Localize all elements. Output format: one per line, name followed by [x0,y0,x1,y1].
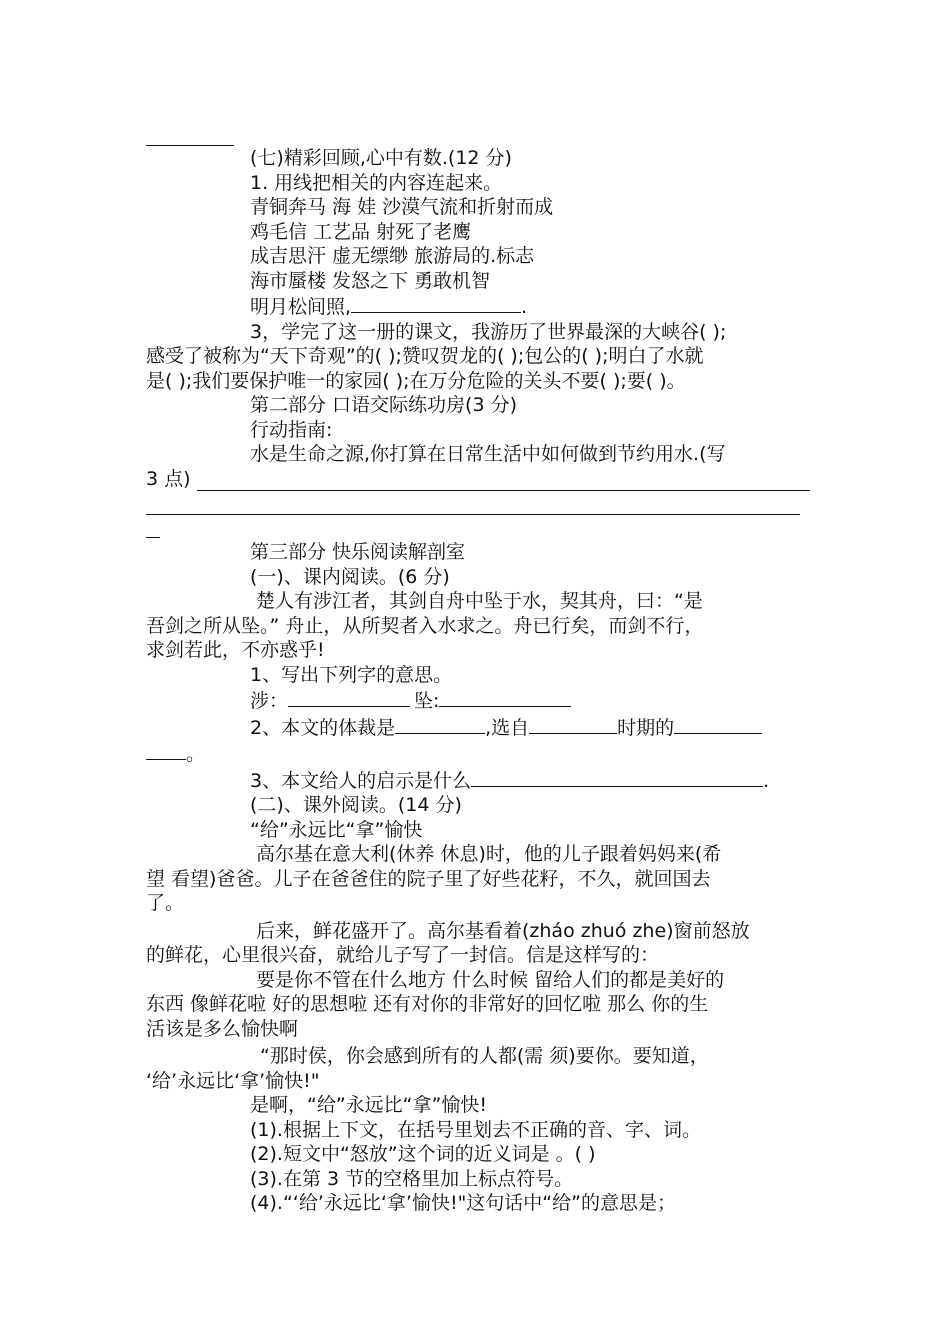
story-title: “给”永远比“拿”愉快 [250,818,423,841]
q2-text-c: 时期的 [617,716,675,739]
question-1: 1. 用线把相关的内容连起来。 [250,171,503,194]
question-3-line: 3，学完了这一册的课文，我游历了世界最深的大峡谷( ); [250,320,727,343]
part-3-title: 第三部分 快乐阅读解剖室 [250,541,466,563]
story-para-1: 了。 [146,892,185,914]
in-class-title: (一)、课内阅读。(6 分) [250,565,450,588]
she-answer-blank[interactable] [288,687,410,707]
q2-text-a: 2、本文的体裁是 [250,716,396,739]
story-para-3: 活该是多么愉快啊 [146,1017,299,1040]
poem-fill-line [146,293,810,320]
source-blank[interactable] [529,714,617,734]
she-label: 涉： [250,690,289,712]
story-question-2: (2).短文中“怒放”这个词的近义词是 。( ) [250,1143,596,1165]
q3-end: . [763,769,770,792]
q2-text-b: ,选自 [485,716,530,739]
story-para-4: “那时侯，你会感到所有的人都(需 须)要你。要知道， [260,1045,709,1067]
water-answer-blank-1[interactable] [197,471,810,491]
poem-prefix: 明月松间照, [250,296,352,318]
passage-1-line: 求剑若此，不亦惑乎! [146,639,325,661]
story-question-1: (1).根据上下文，在括号里划去不正确的音、字、词。 [250,1118,701,1141]
passage-1-line: 楚人有涉江者，其剑自舟中坠于水，契其舟，曰：“是 [256,590,703,612]
guide-label: 行动指南: [250,418,333,441]
water-prefix: 3 点) [146,467,191,490]
story-question-4: (4).“‘给’永远比‘拿’愉快!"这句话中“给”的意思是； [250,1192,676,1214]
story-para-5: 是啊，“给”永远比“拿”愉快! [250,1094,487,1116]
water-answer-line [146,467,810,492]
top-answer-line [146,125,234,146]
story-question-3: (3).在第 3 节的空格里加上标点符号。 [250,1167,574,1190]
q3-text: 3、本文给人的启示是什么 [250,769,472,792]
zhui-label: 坠: [414,690,440,712]
match-row: 鸡毛信 工艺品 射死了老鹰 [250,220,472,243]
water-question: 水是生命之源,你打算在日常生活中如何做到节约用水.(写 [250,443,726,465]
poem-answer-blank[interactable] [351,293,521,313]
document-page [146,125,810,1216]
word-meaning-line [146,687,810,714]
poem-suffix: . [521,296,528,318]
story-para-1: 望 看望)爸爸。儿子在爸爸住的院子里了好些花籽，不久，就回国去 [146,867,711,890]
reading-q2-cont [146,740,810,767]
reading-q1: 1、写出下列字的意思。 [250,663,453,686]
section-7-title: (七)精彩回顾,心中有数.(12 分) [250,147,512,169]
zhui-answer-blank[interactable] [439,687,571,707]
insight-blank[interactable] [471,767,763,787]
out-class-title: (二)、课外阅读。(14 分) [250,794,462,816]
question-3-line: 感受了被称为“天下奇观”的( );赞叹贺龙的( );包公的( );明白了水就 [146,345,704,367]
part-2-title: 第二部分 口语交际练功房(3 分) [250,394,517,416]
story-para-2: 的鲜花，心里很兴奋，就给儿子写了一封信。信是这样写的： [146,944,660,966]
water-answer-blank-2[interactable] [146,491,800,515]
match-row: 成吉思汗 虚无缥缈 旅游局的.标志 [250,245,535,267]
story-para-2: 后来，鲜花盛开了。高尔基看着(zháo zhuó zhe)窗前怒放 [256,919,750,942]
question-3-line: 是( );我们要保护唯一的家园( );在万分危险的关头不要( );要( )。 [146,369,686,392]
reading-q2 [146,714,810,741]
reading-q3 [146,767,810,794]
water-answer-blank-3[interactable] [146,515,160,538]
q2-end: 。 [186,743,206,765]
story-para-3: 要是你不管在什么地方 什么时候 留给人们的都是美好的 [256,968,725,991]
story-para-3: 东西 像鲜花啦 好的思想啦 还有对你的非常好的回忆啦 那么 你的生 [146,993,709,1015]
story-para-4: ‘给’永远比‘拿’愉快!" [146,1069,320,1092]
period-blank[interactable] [674,714,762,734]
passage-1-line: 吾剑之所从坠。” 舟止，从所契者入水求之。舟已行矣，而剑不行， [146,614,704,637]
match-row: 海市蜃楼 发怒之下 勇敢机智 [250,269,491,292]
genre-blank[interactable] [395,714,485,734]
story-para-1: 高尔基在意大利(休养 休息)时，他的儿子跟着妈妈来(希 [256,843,722,865]
match-row: 青铜奔马 海 娃 沙漠气流和折射而成 [250,196,554,218]
period-blank-cont[interactable] [146,740,186,760]
